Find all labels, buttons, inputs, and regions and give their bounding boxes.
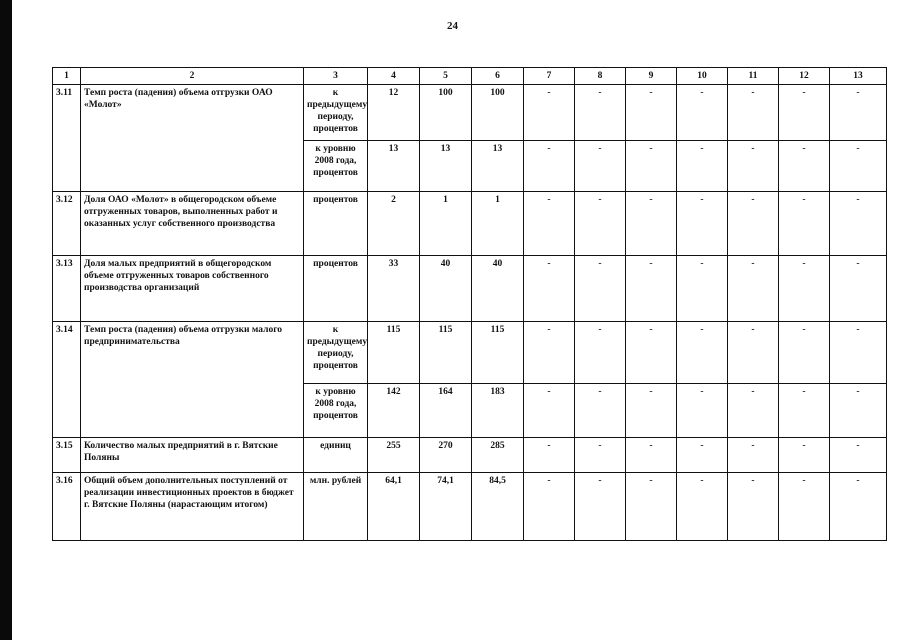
unit-cell: млн. рублей	[304, 473, 368, 541]
dash-cell: -	[728, 256, 779, 322]
dash-cell: -	[524, 192, 575, 256]
dash-cell: -	[830, 85, 887, 141]
dash-cell: -	[677, 256, 728, 322]
value-col4: 255	[368, 438, 420, 473]
indicator-name: Доля малых предприятий в общегородском объеме отгруженных товаров собственного производства организаций	[81, 256, 304, 322]
dash-cell: -	[830, 322, 887, 384]
dash-cell: -	[728, 322, 779, 384]
col-header: 3	[304, 68, 368, 85]
indicator-name: Доля ОАО «Молот» в общегородском объеме отгруженных товаров, выполненных работ и оказанных услуг собственного производства	[81, 192, 304, 256]
indicator-name: Темп роста (падения) объема отгрузки ОАО «Молот»	[81, 85, 304, 192]
dash-cell: -	[677, 384, 728, 438]
col-header: 7	[524, 68, 575, 85]
unit-cell: к уровню 2008 года, процентов	[304, 141, 368, 192]
unit-cell: к уровню 2008 года, процентов	[304, 384, 368, 438]
value-col5: 13	[420, 141, 472, 192]
row-number: 3.12	[53, 192, 81, 256]
dash-cell: -	[677, 192, 728, 256]
dash-cell: -	[830, 473, 887, 541]
value-col5: 74,1	[420, 473, 472, 541]
dash-cell: -	[779, 192, 830, 256]
dash-cell: -	[779, 438, 830, 473]
value-col4: 33	[368, 256, 420, 322]
table-row	[53, 192, 887, 256]
dash-cell: -	[524, 438, 575, 473]
indicator-name: Количество малых предприятий в г. Вятские Поляны	[81, 438, 304, 473]
row-number: 3.13	[53, 256, 81, 322]
dash-cell: -	[575, 256, 626, 322]
dash-cell: -	[575, 473, 626, 541]
col-header: 1	[53, 68, 81, 85]
table-row	[53, 473, 887, 541]
col-header: 2	[81, 68, 304, 85]
value-col4: 64,1	[368, 473, 420, 541]
table-row	[53, 256, 887, 322]
dash-cell: -	[626, 85, 677, 141]
row-number: 3.15	[53, 438, 81, 473]
dash-cell: -	[677, 322, 728, 384]
value-col6: 1	[472, 192, 524, 256]
dash-cell: -	[626, 141, 677, 192]
value-col5: 164	[420, 384, 472, 438]
dash-cell: -	[779, 256, 830, 322]
unit-cell: единиц	[304, 438, 368, 473]
scan-edge-bar	[0, 0, 12, 640]
value-col5: 270	[420, 438, 472, 473]
value-col6: 115	[472, 322, 524, 384]
value-col5: 100	[420, 85, 472, 141]
value-col4: 2	[368, 192, 420, 256]
value-col4: 115	[368, 322, 420, 384]
value-col5: 1	[420, 192, 472, 256]
dash-cell: -	[575, 192, 626, 256]
dash-cell: -	[728, 141, 779, 192]
dash-cell: -	[575, 438, 626, 473]
indicator-name: Темп роста (падения) объема отгрузки малого предпринимательства	[81, 322, 304, 438]
dash-cell: -	[626, 322, 677, 384]
dash-cell: -	[626, 384, 677, 438]
row-number: 3.16	[53, 473, 81, 541]
dash-cell: -	[728, 473, 779, 541]
dash-cell: -	[779, 322, 830, 384]
col-header: 9	[626, 68, 677, 85]
dash-cell: -	[728, 85, 779, 141]
value-col4: 13	[368, 141, 420, 192]
value-col6: 100	[472, 85, 524, 141]
dash-cell: -	[575, 384, 626, 438]
dash-cell: -	[524, 85, 575, 141]
value-col6: 285	[472, 438, 524, 473]
row-number: 3.14	[53, 322, 81, 438]
dash-cell: -	[830, 256, 887, 322]
unit-cell: процентов	[304, 192, 368, 256]
col-header: 8	[575, 68, 626, 85]
dash-cell: -	[524, 384, 575, 438]
col-header: 10	[677, 68, 728, 85]
header-row	[53, 68, 887, 85]
col-header: 12	[779, 68, 830, 85]
col-header: 11	[728, 68, 779, 85]
indicators-table	[52, 67, 887, 541]
dash-cell: -	[779, 85, 830, 141]
value-col6: 13	[472, 141, 524, 192]
table-row	[53, 438, 887, 473]
value-col5: 115	[420, 322, 472, 384]
dash-cell: -	[779, 141, 830, 192]
col-header: 13	[830, 68, 887, 85]
col-header: 5	[420, 68, 472, 85]
dash-cell: -	[575, 322, 626, 384]
dash-cell: -	[626, 256, 677, 322]
dash-cell: -	[575, 85, 626, 141]
dash-cell: -	[830, 438, 887, 473]
dash-cell: -	[728, 192, 779, 256]
dash-cell: -	[677, 438, 728, 473]
dash-cell: -	[524, 256, 575, 322]
col-header: 6	[472, 68, 524, 85]
dash-cell: -	[830, 192, 887, 256]
dash-cell: -	[626, 438, 677, 473]
table-row	[53, 85, 887, 141]
dash-cell: -	[524, 141, 575, 192]
dash-cell: -	[677, 85, 728, 141]
dash-cell: -	[677, 141, 728, 192]
dash-cell: -	[626, 473, 677, 541]
table-row	[53, 322, 887, 384]
indicator-name: Общий объем дополнительных поступлений от реализации инвестиционных проектов в бюджет г. Вятские Поляны (нарастающим итогом)	[81, 473, 304, 541]
dash-cell: -	[677, 473, 728, 541]
dash-cell: -	[575, 141, 626, 192]
dash-cell: -	[524, 322, 575, 384]
value-col6: 84,5	[472, 473, 524, 541]
unit-cell: к предыдущему периоду, процентов	[304, 85, 368, 141]
value-col4: 12	[368, 85, 420, 141]
dash-cell: -	[728, 438, 779, 473]
dash-cell: -	[524, 473, 575, 541]
value-col4: 142	[368, 384, 420, 438]
col-header: 4	[368, 68, 420, 85]
dash-cell: -	[779, 384, 830, 438]
row-number: 3.11	[53, 85, 81, 192]
value-col5: 40	[420, 256, 472, 322]
value-col6: 40	[472, 256, 524, 322]
dash-cell: -	[830, 384, 887, 438]
page-number: 24	[447, 20, 458, 32]
dash-cell: -	[779, 473, 830, 541]
value-col6: 183	[472, 384, 524, 438]
dash-cell: -	[728, 384, 779, 438]
dash-cell: -	[626, 192, 677, 256]
unit-cell: процентов	[304, 256, 368, 322]
unit-cell: к предыдущему периоду, процентов	[304, 322, 368, 384]
dash-cell: -	[830, 141, 887, 192]
